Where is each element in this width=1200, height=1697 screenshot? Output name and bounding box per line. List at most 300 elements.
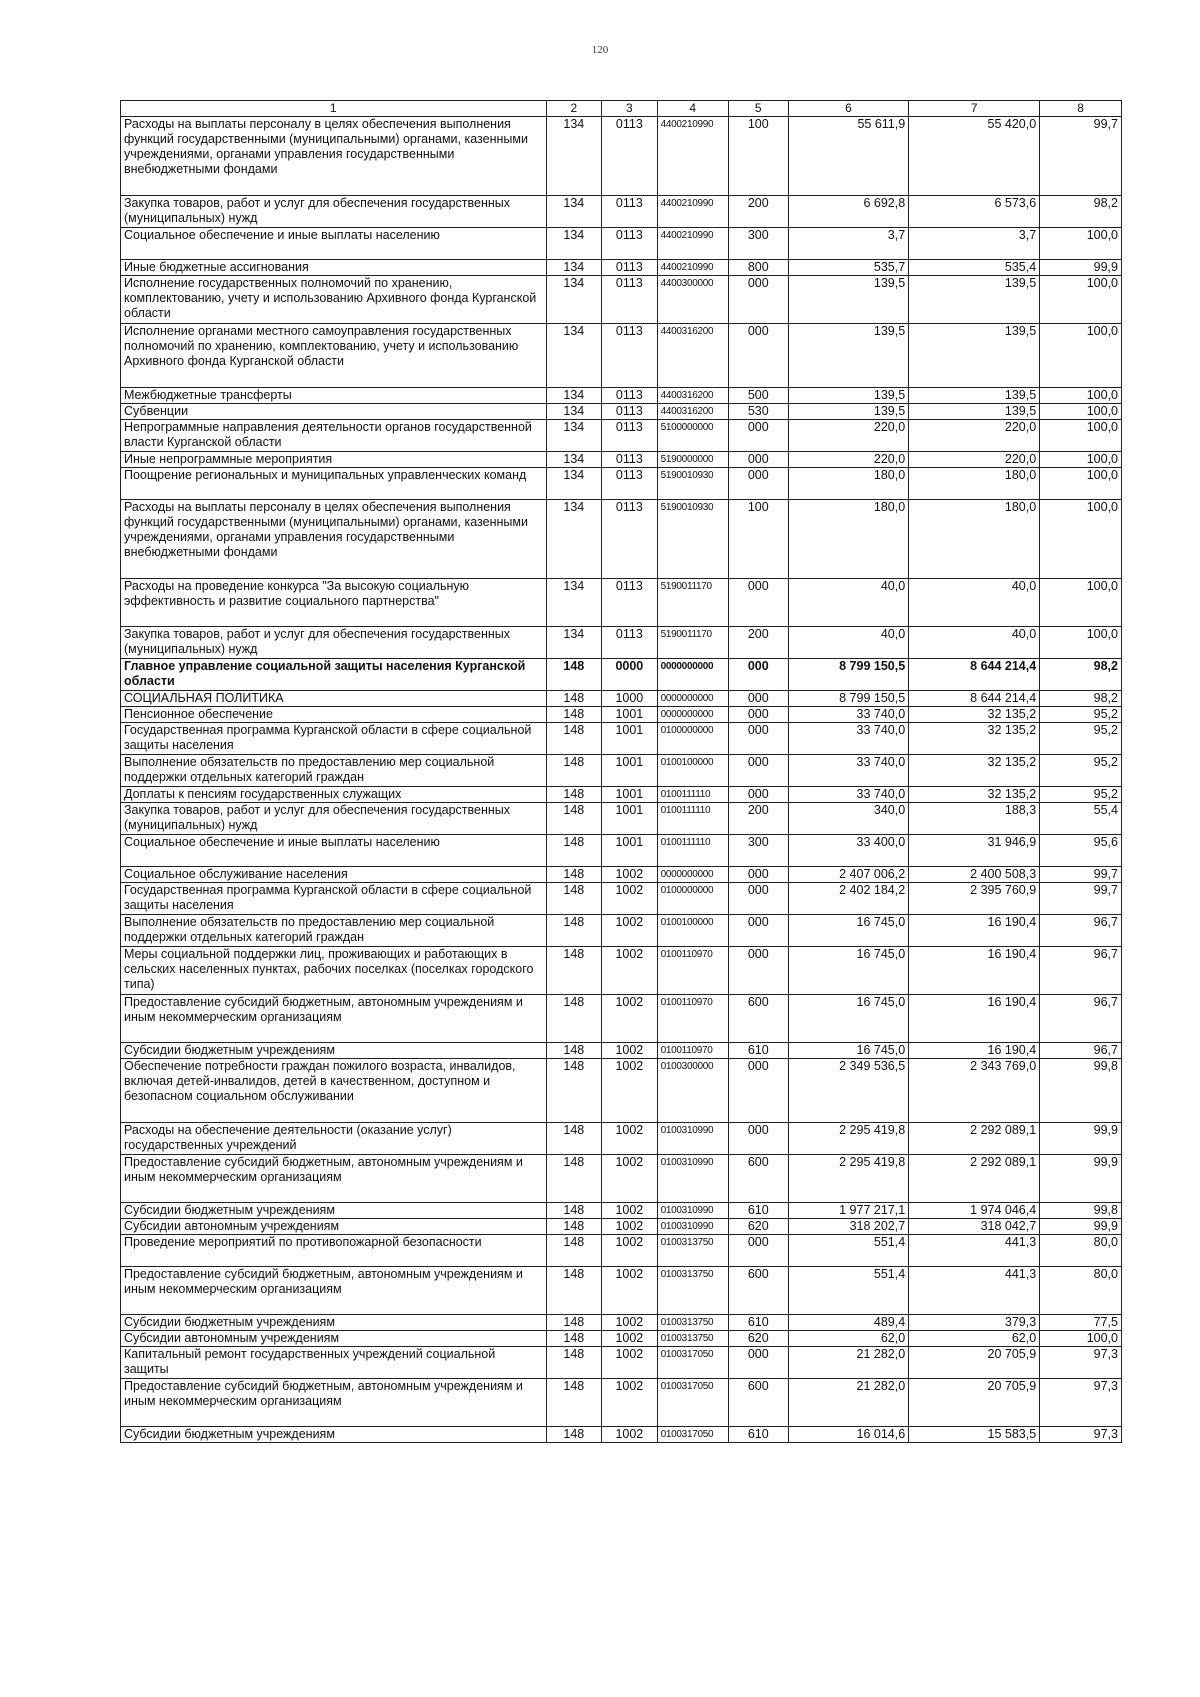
row-value-cell: 000	[728, 707, 788, 723]
row-name-cell: Капитальный ремонт государственных учреждений социальной защиты	[121, 1347, 547, 1379]
row-name-cell: Иные бюджетные ассигнования	[121, 260, 547, 276]
row-value-cell: 148	[546, 867, 602, 883]
row-value-cell: 134	[546, 117, 602, 196]
row-value-cell: 610	[728, 1315, 788, 1331]
table-row	[121, 803, 1122, 835]
row-value-cell: 40,0	[788, 627, 909, 659]
row-value-cell: 0100317050	[657, 1427, 728, 1443]
row-value-cell: 000	[728, 324, 788, 388]
row-value-cell: 100,0	[1040, 500, 1122, 579]
row-value-cell: 21 282,0	[788, 1379, 909, 1427]
row-value-cell: 800	[728, 260, 788, 276]
table-row	[121, 404, 1122, 420]
row-value-cell: 99,7	[1040, 883, 1122, 915]
header-cell: 6	[788, 101, 909, 117]
table-row	[121, 1059, 1122, 1123]
table-row	[121, 452, 1122, 468]
table-row	[121, 1315, 1122, 1331]
row-value-cell: 98,2	[1040, 196, 1122, 228]
row-value-cell: 32 135,2	[909, 787, 1040, 803]
row-value-cell: 180,0	[909, 468, 1040, 500]
row-value-cell: 100,0	[1040, 276, 1122, 324]
row-value-cell: 33 740,0	[788, 787, 909, 803]
row-value-cell: 2 295 419,8	[788, 1123, 909, 1155]
row-value-cell: 180,0	[909, 500, 1040, 579]
row-name-cell: Государственная программа Курганской области в сфере социальной защиты населения	[121, 723, 547, 755]
row-value-cell: 2 407 006,2	[788, 867, 909, 883]
row-value-cell: 8 644 214,4	[909, 691, 1040, 707]
row-value-cell: 148	[546, 691, 602, 707]
row-value-cell: 000	[728, 420, 788, 452]
row-value-cell: 0100111110	[657, 803, 728, 835]
row-value-cell: 148	[546, 995, 602, 1043]
row-value-cell: 2 295 419,8	[788, 1155, 909, 1203]
row-value-cell: 2 402 184,2	[788, 883, 909, 915]
row-name-cell: Предоставление субсидий бюджетным, автономным учреждениям и иным некоммерческим организациям	[121, 1267, 547, 1315]
row-value-cell: 220,0	[788, 420, 909, 452]
row-value-cell: 220,0	[788, 452, 909, 468]
row-value-cell: 97,3	[1040, 1427, 1122, 1443]
row-value-cell: 0100100000	[657, 915, 728, 947]
row-value-cell: 2 400 508,3	[909, 867, 1040, 883]
row-value-cell: 96,7	[1040, 1043, 1122, 1059]
row-name-cell: Расходы на обеспечение деятельности (оказание услуг) государственных учреждений	[121, 1123, 547, 1155]
row-value-cell: 148	[546, 659, 602, 691]
row-value-cell: 62,0	[909, 1331, 1040, 1347]
row-value-cell: 148	[546, 803, 602, 835]
row-value-cell: 40,0	[909, 627, 1040, 659]
row-name-cell: Субвенции	[121, 404, 547, 420]
row-value-cell: 0113	[602, 388, 658, 404]
table-row	[121, 276, 1122, 324]
row-value-cell: 200	[728, 627, 788, 659]
table-row	[121, 1267, 1122, 1315]
row-value-cell: 5190011170	[657, 627, 728, 659]
row-value-cell: 000	[728, 1347, 788, 1379]
row-value-cell: 32 135,2	[909, 723, 1040, 755]
row-value-cell: 16 190,4	[909, 1043, 1040, 1059]
row-value-cell: 16 190,4	[909, 947, 1040, 995]
row-value-cell: 000	[728, 579, 788, 627]
row-value-cell: 134	[546, 627, 602, 659]
row-value-cell: 000	[728, 755, 788, 787]
row-value-cell: 318 042,7	[909, 1219, 1040, 1235]
row-value-cell: 100	[728, 500, 788, 579]
row-value-cell: 0113	[602, 324, 658, 388]
table-row	[121, 1043, 1122, 1059]
row-value-cell: 99,9	[1040, 1123, 1122, 1155]
row-value-cell: 16 190,4	[909, 995, 1040, 1043]
row-value-cell: 100,0	[1040, 452, 1122, 468]
row-value-cell: 0113	[602, 196, 658, 228]
row-name-cell: Субсидии бюджетным учреждениям	[121, 1043, 547, 1059]
row-value-cell: 6 692,8	[788, 196, 909, 228]
row-value-cell: 530	[728, 404, 788, 420]
table-row	[121, 388, 1122, 404]
row-name-cell: Социальное обслуживание населения	[121, 867, 547, 883]
row-value-cell: 1 974 046,4	[909, 1203, 1040, 1219]
row-value-cell: 441,3	[909, 1267, 1040, 1315]
header-cell: 2	[546, 101, 602, 117]
table-row	[121, 1347, 1122, 1379]
row-value-cell: 134	[546, 276, 602, 324]
row-value-cell: 0100310990	[657, 1219, 728, 1235]
row-value-cell: 20 705,9	[909, 1379, 1040, 1427]
row-value-cell: 100,0	[1040, 324, 1122, 388]
row-value-cell: 62,0	[788, 1331, 909, 1347]
row-value-cell: 620	[728, 1331, 788, 1347]
row-value-cell: 148	[546, 835, 602, 867]
row-value-cell: 188,3	[909, 803, 1040, 835]
row-name-cell: Обеспечение потребности граждан пожилого возраста, инвалидов, включая детей-инвалидов, детей в качественном, доступном и безопасном социальном обслуживании	[121, 1059, 547, 1123]
column-number-header	[121, 101, 1122, 117]
row-value-cell: 1002	[602, 1155, 658, 1203]
row-name-cell: Закупка товаров, работ и услуг для обеспечения государственных (муниципальных) нужд	[121, 803, 547, 835]
row-value-cell: 148	[546, 1235, 602, 1267]
row-value-cell: 0000	[602, 659, 658, 691]
header-cell: 3	[602, 101, 658, 117]
row-value-cell: 200	[728, 803, 788, 835]
row-value-cell: 100,0	[1040, 388, 1122, 404]
row-value-cell: 1002	[602, 1059, 658, 1123]
row-value-cell: 0113	[602, 420, 658, 452]
row-value-cell: 100,0	[1040, 468, 1122, 500]
page-number: 120	[591, 44, 609, 56]
row-value-cell: 1001	[602, 723, 658, 755]
header-cell: 1	[121, 101, 547, 117]
row-value-cell: 95,2	[1040, 723, 1122, 755]
row-value-cell: 3,7	[788, 228, 909, 260]
row-name-cell: Межбюджетные трансферты	[121, 388, 547, 404]
table-row	[121, 500, 1122, 579]
row-value-cell: 4400210990	[657, 228, 728, 260]
row-value-cell: 4400210990	[657, 260, 728, 276]
row-value-cell: 100,0	[1040, 228, 1122, 260]
row-value-cell: 139,5	[909, 276, 1040, 324]
table-row	[121, 835, 1122, 867]
row-value-cell: 535,4	[909, 260, 1040, 276]
row-value-cell: 1002	[602, 1427, 658, 1443]
row-value-cell: 1002	[602, 947, 658, 995]
row-value-cell: 3,7	[909, 228, 1040, 260]
row-value-cell: 000	[728, 867, 788, 883]
row-value-cell: 134	[546, 452, 602, 468]
row-value-cell: 139,5	[909, 404, 1040, 420]
row-value-cell: 148	[546, 1043, 602, 1059]
row-value-cell: 5190011170	[657, 579, 728, 627]
row-value-cell: 300	[728, 835, 788, 867]
row-value-cell: 0113	[602, 117, 658, 196]
row-name-cell: Закупка товаров, работ и услуг для обеспечения государственных (муниципальных) нужд	[121, 627, 547, 659]
row-value-cell: 0100000000	[657, 723, 728, 755]
row-value-cell: 0000000000	[657, 867, 728, 883]
row-value-cell: 535,7	[788, 260, 909, 276]
row-name-cell: Субсидии автономным учреждениям	[121, 1331, 547, 1347]
row-value-cell: 441,3	[909, 1235, 1040, 1267]
row-value-cell: 55 611,9	[788, 117, 909, 196]
table-row	[121, 196, 1122, 228]
row-value-cell: 318 202,7	[788, 1219, 909, 1235]
row-value-cell: 96,7	[1040, 915, 1122, 947]
row-value-cell: 55 420,0	[909, 117, 1040, 196]
table-row	[121, 915, 1122, 947]
row-value-cell: 148	[546, 1379, 602, 1427]
row-value-cell: 100,0	[1040, 420, 1122, 452]
row-value-cell: 4400316200	[657, 404, 728, 420]
table-row	[121, 1155, 1122, 1203]
row-value-cell: 0113	[602, 468, 658, 500]
row-value-cell: 1002	[602, 1235, 658, 1267]
row-value-cell: 99,9	[1040, 260, 1122, 276]
table-row	[121, 995, 1122, 1043]
row-value-cell: 610	[728, 1427, 788, 1443]
row-value-cell: 95,2	[1040, 787, 1122, 803]
row-name-cell: Выполнение обязательств по предоставлению мер социальной поддержки отдельных категорий граждан	[121, 755, 547, 787]
row-value-cell: 0100310990	[657, 1203, 728, 1219]
row-value-cell: 340,0	[788, 803, 909, 835]
row-value-cell: 600	[728, 1267, 788, 1315]
row-value-cell: 000	[728, 947, 788, 995]
row-value-cell: 0100313750	[657, 1267, 728, 1315]
row-value-cell: 99,7	[1040, 117, 1122, 196]
row-value-cell: 148	[546, 1347, 602, 1379]
row-value-cell: 16 745,0	[788, 947, 909, 995]
row-value-cell: 55,4	[1040, 803, 1122, 835]
row-value-cell: 139,5	[909, 388, 1040, 404]
row-value-cell: 620	[728, 1219, 788, 1235]
table-row	[121, 691, 1122, 707]
table-row	[121, 659, 1122, 691]
row-value-cell: 0113	[602, 260, 658, 276]
row-value-cell: 600	[728, 1155, 788, 1203]
row-value-cell: 4400316200	[657, 388, 728, 404]
row-value-cell: 0100000000	[657, 883, 728, 915]
row-value-cell: 489,4	[788, 1315, 909, 1331]
table-row	[121, 1203, 1122, 1219]
row-value-cell: 0100111110	[657, 835, 728, 867]
row-value-cell: 148	[546, 947, 602, 995]
row-value-cell: 1001	[602, 803, 658, 835]
row-value-cell: 1002	[602, 1379, 658, 1427]
row-value-cell: 5190010930	[657, 500, 728, 579]
row-name-cell: Расходы на выплаты персоналу в целях обеспечения выполнения функций государственными (муниципальными) органами, казенными учреждениями, органами управления государственными внебюджетными фондами	[121, 117, 547, 196]
row-value-cell: 148	[546, 883, 602, 915]
row-value-cell: 134	[546, 579, 602, 627]
row-value-cell: 1001	[602, 787, 658, 803]
row-value-cell: 0000000000	[657, 659, 728, 691]
table-row	[121, 260, 1122, 276]
row-value-cell: 1002	[602, 1219, 658, 1235]
row-name-cell: Предоставление субсидий бюджетным, автономным учреждениям и иным некоммерческим организациям	[121, 995, 547, 1043]
table-row	[121, 468, 1122, 500]
row-value-cell: 379,3	[909, 1315, 1040, 1331]
row-name-cell: Субсидии бюджетным учреждениям	[121, 1315, 547, 1331]
row-value-cell: 000	[728, 659, 788, 691]
row-value-cell: 16 745,0	[788, 1043, 909, 1059]
row-name-cell: Социальное обеспечение и иные выплаты населению	[121, 835, 547, 867]
row-value-cell: 1002	[602, 915, 658, 947]
row-value-cell: 0113	[602, 228, 658, 260]
row-value-cell: 0100310990	[657, 1155, 728, 1203]
row-value-cell: 180,0	[788, 500, 909, 579]
row-value-cell: 95,6	[1040, 835, 1122, 867]
row-value-cell: 1002	[602, 1331, 658, 1347]
table-row	[121, 1235, 1122, 1267]
row-value-cell: 000	[728, 787, 788, 803]
row-value-cell: 77,5	[1040, 1315, 1122, 1331]
row-value-cell: 1000	[602, 691, 658, 707]
row-value-cell: 95,2	[1040, 755, 1122, 787]
row-value-cell: 000	[728, 915, 788, 947]
row-value-cell: 0100110970	[657, 1043, 728, 1059]
row-value-cell: 139,5	[909, 324, 1040, 388]
row-value-cell: 139,5	[788, 388, 909, 404]
row-value-cell: 1002	[602, 1123, 658, 1155]
row-value-cell: 600	[728, 1379, 788, 1427]
row-value-cell: 1002	[602, 1267, 658, 1315]
row-value-cell: 80,0	[1040, 1267, 1122, 1315]
row-value-cell: 1002	[602, 995, 658, 1043]
row-value-cell: 0100317050	[657, 1347, 728, 1379]
row-name-cell: Главное управление социальной защиты населения Курганской области	[121, 659, 547, 691]
row-value-cell: 0000000000	[657, 691, 728, 707]
row-value-cell: 16 190,4	[909, 915, 1040, 947]
row-value-cell: 500	[728, 388, 788, 404]
table-row	[121, 1331, 1122, 1347]
row-value-cell: 000	[728, 452, 788, 468]
table-row	[121, 117, 1122, 196]
row-value-cell: 5100000000	[657, 420, 728, 452]
header-cell: 4	[657, 101, 728, 117]
row-value-cell: 220,0	[909, 420, 1040, 452]
row-value-cell: 1001	[602, 755, 658, 787]
row-value-cell: 1 977 217,1	[788, 1203, 909, 1219]
row-name-cell: Социальное обеспечение и иные выплаты населению	[121, 228, 547, 260]
row-value-cell: 0100313750	[657, 1315, 728, 1331]
header-cell: 8	[1040, 101, 1122, 117]
row-value-cell: 0100313750	[657, 1331, 728, 1347]
row-value-cell: 8 799 150,5	[788, 691, 909, 707]
table-row	[121, 1427, 1122, 1443]
row-value-cell: 99,9	[1040, 1155, 1122, 1203]
row-value-cell: 100,0	[1040, 404, 1122, 420]
row-value-cell: 200	[728, 196, 788, 228]
row-value-cell: 1001	[602, 707, 658, 723]
row-value-cell: 1002	[602, 1043, 658, 1059]
row-value-cell: 4400210990	[657, 196, 728, 228]
row-value-cell: 0113	[602, 627, 658, 659]
row-value-cell: 15 583,5	[909, 1427, 1040, 1443]
row-name-cell: Субсидии автономным учреждениям	[121, 1219, 547, 1235]
row-value-cell: 148	[546, 1315, 602, 1331]
row-value-cell: 99,7	[1040, 867, 1122, 883]
row-value-cell: 134	[546, 404, 602, 420]
row-value-cell: 32 135,2	[909, 707, 1040, 723]
row-value-cell: 1002	[602, 883, 658, 915]
row-value-cell: 2 395 760,9	[909, 883, 1040, 915]
row-value-cell: 0113	[602, 500, 658, 579]
table-row	[121, 324, 1122, 388]
row-value-cell: 000	[728, 883, 788, 915]
row-value-cell: 134	[546, 500, 602, 579]
row-value-cell: 180,0	[788, 468, 909, 500]
table-row	[121, 707, 1122, 723]
row-value-cell: 100,0	[1040, 1331, 1122, 1347]
row-value-cell: 000	[728, 723, 788, 755]
table-row	[121, 867, 1122, 883]
header-cell: 7	[909, 101, 1040, 117]
row-value-cell: 99,8	[1040, 1203, 1122, 1219]
row-value-cell: 300	[728, 228, 788, 260]
row-value-cell: 610	[728, 1203, 788, 1219]
row-value-cell: 40,0	[909, 579, 1040, 627]
row-name-cell: Государственная программа Курганской области в сфере социальной защиты населения	[121, 883, 547, 915]
row-value-cell: 134	[546, 196, 602, 228]
row-value-cell: 96,7	[1040, 995, 1122, 1043]
row-value-cell: 16 745,0	[788, 995, 909, 1043]
row-value-cell: 148	[546, 1219, 602, 1235]
row-value-cell: 610	[728, 1043, 788, 1059]
table-row	[121, 1123, 1122, 1155]
row-value-cell: 21 282,0	[788, 1347, 909, 1379]
row-value-cell: 100,0	[1040, 627, 1122, 659]
row-value-cell: 148	[546, 755, 602, 787]
row-name-cell: Предоставление субсидий бюджетным, автономным учреждениям и иным некоммерческим организациям	[121, 1379, 547, 1427]
row-value-cell: 98,2	[1040, 691, 1122, 707]
row-value-cell: 99,9	[1040, 1219, 1122, 1235]
row-value-cell: 134	[546, 228, 602, 260]
row-value-cell: 0100111110	[657, 787, 728, 803]
row-value-cell: 16 014,6	[788, 1427, 909, 1443]
row-value-cell: 551,4	[788, 1267, 909, 1315]
row-value-cell: 148	[546, 1155, 602, 1203]
row-value-cell: 1002	[602, 1315, 658, 1331]
row-value-cell: 134	[546, 468, 602, 500]
row-value-cell: 220,0	[909, 452, 1040, 468]
row-name-cell: Доплаты к пенсиям государственных служащих	[121, 787, 547, 803]
row-name-cell: Поощрение региональных и муниципальных управленческих команд	[121, 468, 547, 500]
row-value-cell: 148	[546, 1331, 602, 1347]
row-value-cell: 148	[546, 1123, 602, 1155]
row-value-cell: 139,5	[788, 404, 909, 420]
row-name-cell: Непрограммные направления деятельности органов государственной власти Курганской области	[121, 420, 547, 452]
row-value-cell: 148	[546, 723, 602, 755]
row-value-cell: 148	[546, 1427, 602, 1443]
row-value-cell: 1002	[602, 867, 658, 883]
row-value-cell: 100,0	[1040, 579, 1122, 627]
row-value-cell: 148	[546, 787, 602, 803]
row-value-cell: 97,3	[1040, 1347, 1122, 1379]
table-row	[121, 579, 1122, 627]
row-name-cell: Выполнение обязательств по предоставлению мер социальной поддержки отдельных категорий граждан	[121, 915, 547, 947]
row-value-cell: 000	[728, 276, 788, 324]
row-value-cell: 0113	[602, 452, 658, 468]
row-name-cell: Меры социальной поддержки лиц, проживающих и работающих в сельских населенных пунктах, рабочих поселках (поселках городского типа)	[121, 947, 547, 995]
row-value-cell: 2 349 536,5	[788, 1059, 909, 1123]
row-name-cell: Расходы на выплаты персоналу в целях обеспечения выполнения функций государственными (муниципальными) органами, казенными учреждениями, органами управления государственными внебюджетными фондами	[121, 500, 547, 579]
row-value-cell: 4400316200	[657, 324, 728, 388]
row-value-cell: 148	[546, 915, 602, 947]
row-name-cell: Исполнение органами местного самоуправления государственных полномочий по хранению, комплектованию, учету и использованию Архивного фонда Курганской области	[121, 324, 547, 388]
header-cell: 5	[728, 101, 788, 117]
table-row	[121, 1379, 1122, 1427]
row-value-cell: 148	[546, 707, 602, 723]
row-value-cell: 5190010930	[657, 468, 728, 500]
row-value-cell: 139,5	[788, 324, 909, 388]
table-row	[121, 627, 1122, 659]
row-value-cell: 134	[546, 420, 602, 452]
row-value-cell: 551,4	[788, 1235, 909, 1267]
